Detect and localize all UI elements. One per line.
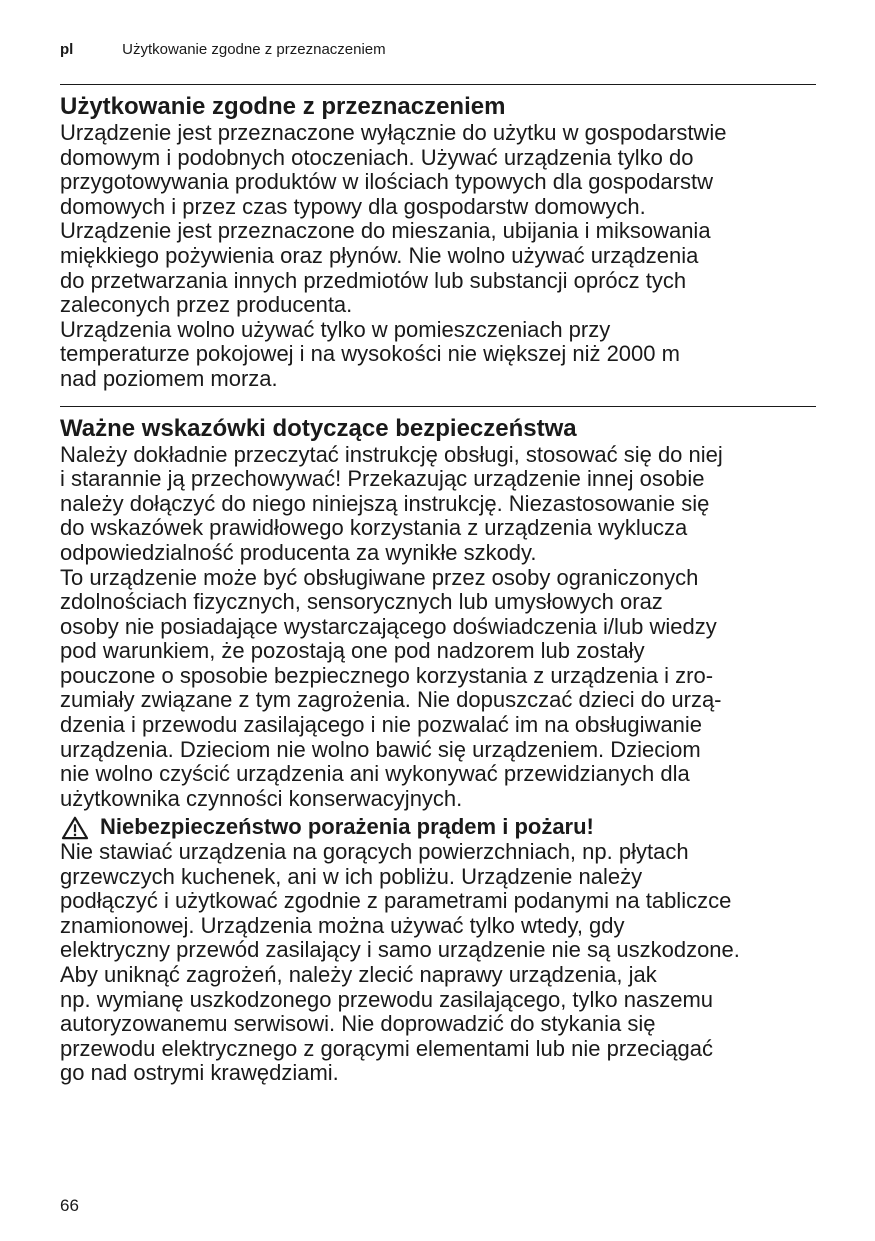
paragraph: To urządzenie może być obsługiwane przez osoby ograniczonych zdolnościach fizycznych, sensorycznych lub umysłowych oraz osoby nie posiadające wystarczającego doświadczenia i/lub wiedzy pod warunkiem, że pozostają one pod nadzorem lub zostały pouczone o sposobie bezpiecznego korzystania z urządzenia i zro- zumiały związane z tym zagrożenia. Nie dopuszczać dzieci do urzą- dzenia i przewodu zasilającego i nie pozwalać im na obsługiwanie urządzenia. Dzieciom nie wolno bawić się urządzeniem. Dzieciom nie wolno czyścić urządzenia ani wykonywać przewidzianych dla użytkownika czynności konserwacyjnych.	[60, 564, 722, 811]
warning-title: Niebezpieczeństwo porażenia prądem i pożaru!	[100, 814, 594, 840]
page-content	[60, 84, 816, 1086]
warning-heading	[60, 815, 816, 840]
section-safety-instructions	[60, 407, 816, 1086]
section-intended-use	[60, 85, 816, 392]
warning-block	[60, 815, 816, 1086]
running-header-title: Użytkowanie zgodne z przeznaczeniem	[122, 41, 386, 58]
warning-triangle-icon	[60, 816, 90, 840]
section-heading: Ważne wskazówki dotyczące bezpieczeństwa	[60, 414, 577, 442]
section-heading: Użytkowanie zgodne z przeznaczeniem	[60, 93, 506, 120]
paragraph: Urządzenie jest przeznaczone wyłącznie do użytku w gospodarstwie domowym i podobnych otoczeniach. Używać urządzenia tylko do przygotowywania produktów w ilościach typowych dla gospodarstw domowych i przez czas typowy dla gospodarstw domowych.	[60, 120, 727, 219]
warning-text: Nie stawiać urządzenia na gorących powierzchniach, np. płytach grzewczych kuchenek, ani w ich pobliżu. Urządzenie należy podłączyć i użytkować zgodnie z parametrami podanymi na tabliczce znamionowej. Urządzenia można używać tylko wtedy, gdy elektryczny przewód zasilający i samo urządzenie nie są uszkodzone. Aby uniknąć zagrożeń, należy zlecić naprawy urządzenia, jak np. wymianę uszkodzonego przewodu zasilającego, tylko naszemu autoryzowanemu serwisowi. Nie doprowadzić do stykania się przewodu elektrycznego z gorącymi elementami lub nie przeciągać go nad ostrymi krawędziami.	[60, 839, 740, 1086]
running-header	[60, 40, 386, 60]
page-number: 66	[60, 1196, 79, 1215]
paragraph: Należy dokładnie przeczytać instrukcję obsługi, stosować się do niej i starannie ją przechowywać! Przekazując urządzenie innej osobie należy dołączyć do niego niniejszą instrukcję. Niezastosowanie się do wskazówek prawidłowego korzystania z urządzenia wyklucza odpowiedzialność producenta za wynikłe szkody.	[60, 441, 723, 565]
language-code: pl	[60, 41, 74, 58]
paragraph: Urządzenia wolno używać tylko w pomieszczeniach przy temperaturze pokojowej i na wysokości nie większej niż 2000 m nad poziomem morza.	[60, 316, 680, 391]
paragraph: Urządzenie jest przeznaczone do mieszania, ubijania i miksowania miękkiego pożywienia oraz płynów. Nie wolno używać urządzenia do przetwarzania innych przedmiotów lub substancji oprócz tych zaleconych przez producenta.	[60, 218, 711, 318]
